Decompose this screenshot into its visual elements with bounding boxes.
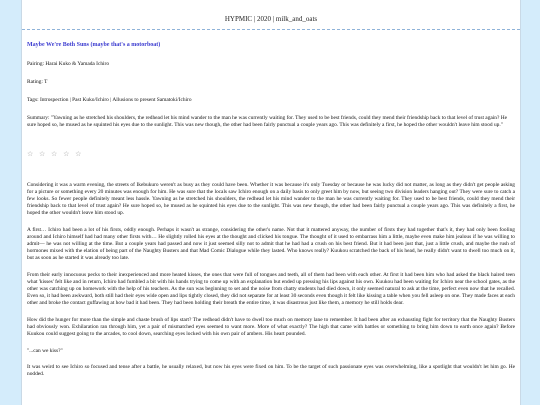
post-header: HYPMIC | 2020 | milk_and_oats [224,15,318,23]
post-content [27,42,515,388]
work-tags: Tags: Introspection | Past Kuko/Ichiro | Allusions to present Samatoki/Ichiro [27,97,192,103]
post-page [21,0,521,405]
story-paragraph-4: How did the hunger for more than the simple and chaste brush of lips start? The redhead didn't have to dwell too much on memory lane to remember. It had been after an exhausting fight for territory that the Naughty Busters had obviously won. Exhilaration ran through him, yet a pair of mismatched eyes seemed to want more. More of what exactly? The high that came with battles or something to bring him down to earth once again? Before Kuukou could suggest going to the arcades, to cool down, searching eyes locked with his own pair of ambers. His heart pounded. [27,317,515,337]
story-paragraph-6: It was weird to see Ichiro so focused and tense after a battle, he usually relaxed, but now his eyes were fixed on him. To be the target of such passionate eyes was overwhelming, like a spotlight that wouldn't let him go. He nodded. [27,364,515,377]
work-title: Maybe We're Both Suns (maybe that's a motorboat) [27,42,161,48]
story-paragraph-1: Considering it was a warm evening, the streets of Ikebukuro weren't as busy as they could have been. Whether it was because it's only Tuesday or because he was lucky did not matter, as long as they didn't get people asking for a picture or something every 20 minutes was enough for him. He was sure that the locals saw Ichiro enough on a daily basis to only greet him by now, but seeing two division leaders hanging out? They were sure to catch a few looks. So fewer people definitely meant less hassle. Yawning as he stretched his shoulders, the redhead let his mind wander to the man he was currently waiting for. They used to be best friends, could they mend their friendship back to that level of trust again? He sure hoped so, he mused as he squinted his eyes due to the sunlight. This was new though, the other had been fairly punctual a couple years ago. This was definitely a first, he hoped the other wouldn't leave him stood up. [27,182,515,216]
story-paragraph-5: "...can we kiss?" [27,348,63,354]
header-divider [22,29,520,30]
star-separator: ☆ ☆ ☆ ☆ ☆ [27,150,84,158]
story-paragraph-2: A first… Ichiro had been a lot of his firsts, oddly enough. Perhaps it wasn't as strange, considering the other's name. Not that it mattered anyway, the number of firsts they had together that's it, they had only been fooling around and Ichiro himself had had many other firsts with… He slightly rolled his eyes at the thought and clicked his tongue. The thought of it used to embarrass him a little, maybe even make him jealous if he was willing to admit— he was not willing at the time. But a couple years had passed and now it just seemed silly not to admit that he had had a crush on his best friend. But it had been just that, just a little crush, and maybe the rush of hormones mixed with the elation of being part of the Naughty Busters and that Mad Comic Dialogue while they lasted. Who knows really? Kuukou scratched the back of his head, he really didn't want to dwell too much on it, but as soon as he started it was already too late. [27,227,515,261]
story-paragraph-3: From their early innocuous pecks to their inexperienced and more heated kisses, the ones that were full of tongues and teeth, all of them had been with each other. At first it had been him who had asked the black haired teen what 'kisses' felt like and in return, Ichiro had fumbled a bit with his hands trying to come up with an explanation but ended up pressing his lips against his own. Kuukou had been waiting for Ichiro near the school gates, as the other was catching up on homework with the help of his teachers. As the sun was beginning to set and the noise from chatty students had died down, it only seemed natural to ask at the time, perfect even now that he recalled. Even so, it had been awkward, both still had their eyes wide open and lips tightly closed, they did not separate for at least 30 seconds even though it felt like kissing a table when you fell asleep on one. They made faces at each other and broke the contact guffawing at how bad it had been. They had been holding their breath the entire time, it was disastrous just like them, a memory he still holds dear. [27,272,515,306]
work-pairing: Pairing: Harai Kuko & Yamada Ichiro [27,61,110,67]
work-rating: Rating: T [27,79,48,85]
work-summary: Summary: "Yawning as he stretched his shoulders, the redhead let his mind wander to the man he was currently waiting for. They used to be best friends, could they mend their friendship back to that level of trust again? He sure hoped so, he mused as he squinted his eyes due to the sunlight. This was new though, the other had been fairly punctual a couple years ago. This was definitely a first, he hoped the other wouldn't leave him stood up." [27,115,508,128]
